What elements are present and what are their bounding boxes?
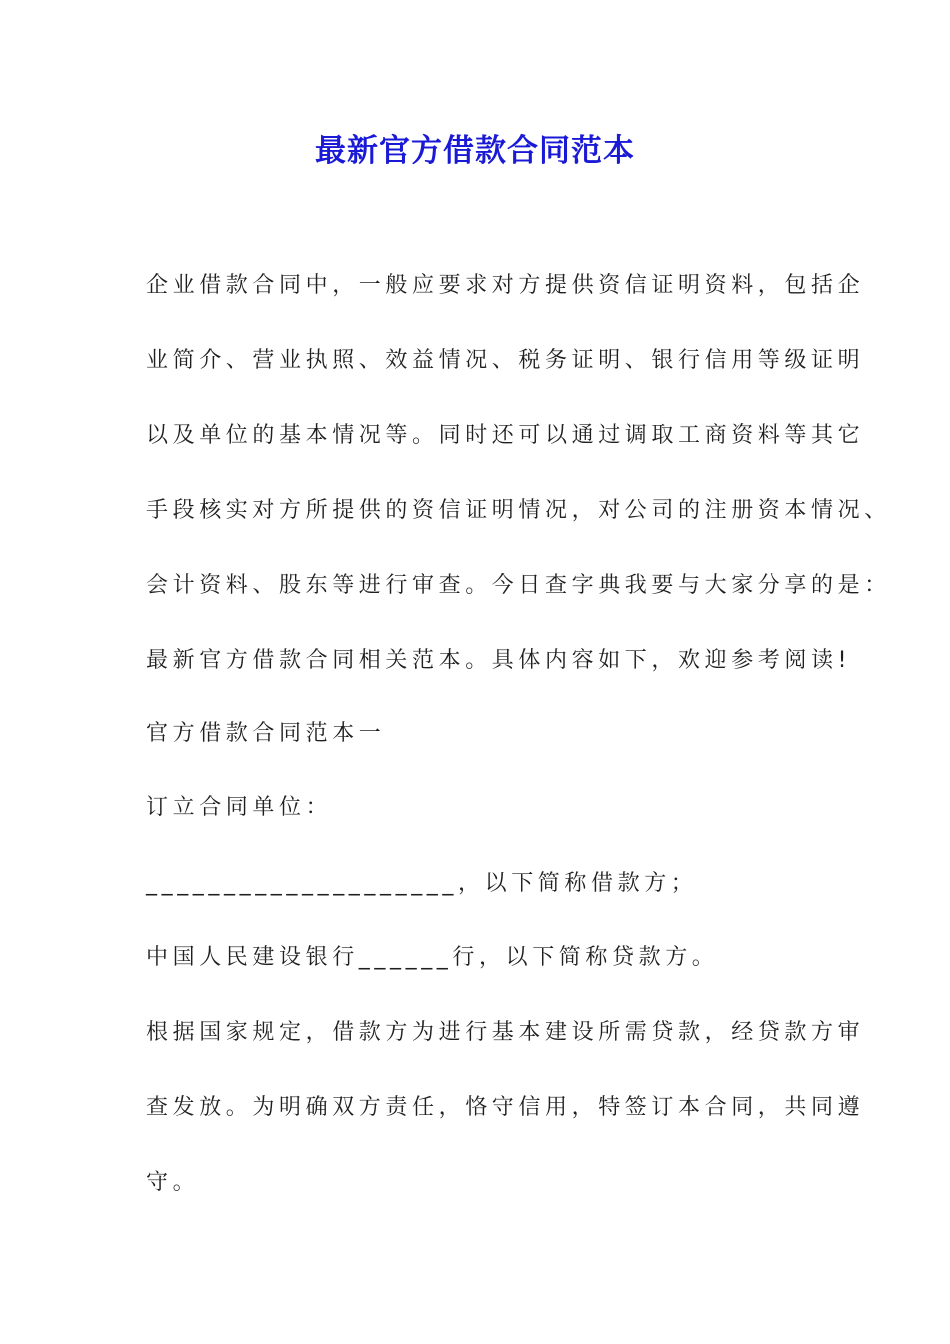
paragraph-line: 中国人民建设银行______行，以下简称贷款方。 (146, 945, 719, 970)
paragraph-line: 企业借款合同中，一般应要求对方提供资信证明资料，包括企 (146, 273, 865, 298)
paragraph-line: 根据国家规定，借款方为进行基本建设所需贷款，经贷款方审 (146, 1020, 865, 1045)
paragraph-line: ____________________，以下简称借款方； (146, 871, 698, 896)
paragraph-line: 以及单位的基本情况等。同时还可以通过调取工商资料等其它 (146, 423, 865, 448)
paragraph-line: 会计资料、股东等进行审查。今日查字典我要与大家分享的是： (146, 573, 891, 598)
paragraph-line: 手段核实对方所提供的资信证明情况，对公司的注册资本情况、 (146, 498, 891, 523)
paragraph-line: 订立合同单位： (146, 795, 333, 820)
paragraph-line: 业简介、营业执照、效益情况、税务证明、银行信用等级证明 (146, 348, 865, 373)
section-heading: 官方借款合同范本一 (146, 721, 386, 746)
paragraph-line: 查发放。为明确双方责任，恪守信用，特签订本合同，共同遵 (146, 1095, 865, 1120)
document-title: 最新官方借款合同范本 (315, 133, 635, 169)
paragraph-line: 最新官方借款合同相关范本。具体内容如下，欢迎参考阅读! (146, 648, 852, 673)
paragraph-line: 守。 (146, 1170, 200, 1195)
